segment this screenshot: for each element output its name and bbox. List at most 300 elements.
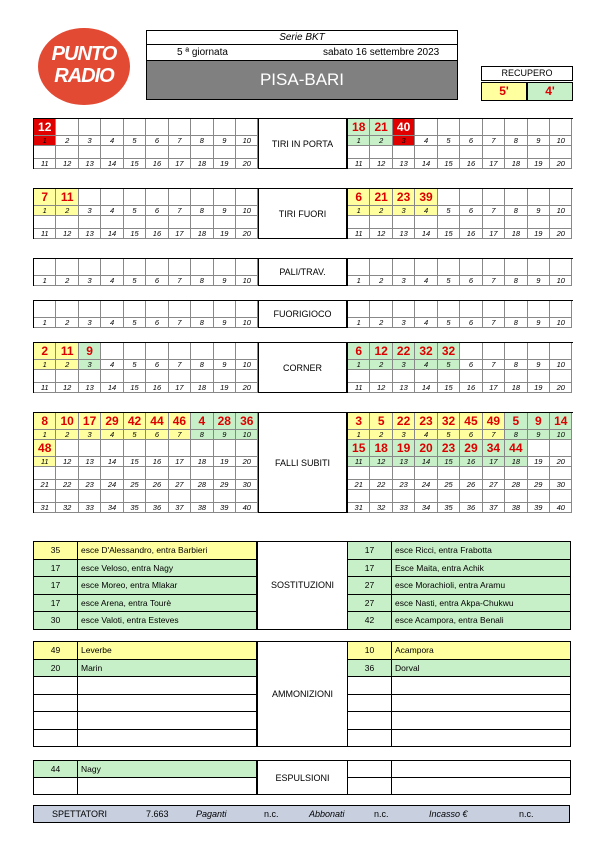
- stat-value-cell: [460, 259, 482, 276]
- minute-number-cell: 31: [348, 503, 370, 513]
- abbonati-label: Abbonati: [309, 809, 345, 819]
- minute-number-cell: 1: [34, 206, 56, 216]
- minute-number-cell: 8: [191, 360, 213, 370]
- ammonizioni-label: AMMONIZIONI: [257, 641, 348, 747]
- stat-value-cell: [169, 440, 191, 457]
- stat-value-cell: 18: [370, 440, 392, 457]
- minute-number-cell: 33: [79, 503, 101, 513]
- minute-number-cell: 10: [236, 206, 258, 216]
- stat-value-cell: [79, 301, 101, 318]
- minute-number-cell: 24: [415, 480, 437, 490]
- minute-number-cell: 21: [348, 480, 370, 490]
- stat-value-cell: 32: [438, 343, 460, 360]
- sostituzioni-row: [33, 576, 257, 595]
- minute-number-cell: 3: [79, 318, 101, 328]
- minute-number-cell: 18: [191, 229, 213, 239]
- paganti-label: Paganti: [196, 809, 227, 819]
- ammonizioni-minute: [34, 712, 78, 729]
- stat-value-cell: [101, 440, 123, 457]
- minute-number-cell: 9: [528, 136, 550, 146]
- stat-value-cell: [101, 259, 123, 276]
- stat-value-cell: [124, 370, 146, 383]
- minute-number-cell: 4: [415, 276, 437, 286]
- minute-number-cell: 16: [146, 229, 168, 239]
- stat-value-cell: 11: [56, 189, 78, 206]
- stat-value-cell: [101, 370, 123, 383]
- sostituzioni-label: SOSTITUZIONI: [257, 541, 348, 630]
- minute-number-cell: 15: [124, 229, 146, 239]
- minute-number-cell: 9: [214, 430, 236, 440]
- minute-number-cell: 16: [460, 383, 482, 393]
- stat-grid-left: [33, 342, 259, 393]
- minute-number-cell: 3: [79, 360, 101, 370]
- sostituzioni-text: esce Arena, entra Tourè: [81, 597, 172, 608]
- ammonizioni-text: Marin: [81, 662, 103, 673]
- stat-value-cell: [528, 490, 550, 503]
- minute-number-cell: 1: [34, 430, 56, 440]
- minute-number-cell: 38: [191, 503, 213, 513]
- stat-value-cell: [146, 189, 168, 206]
- minute-number-cell: 35: [124, 503, 146, 513]
- stat-value-cell: 46: [169, 413, 191, 430]
- minute-number-cell: 37: [169, 503, 191, 513]
- stat-value-cell: [438, 490, 460, 503]
- stat-value-cell: [483, 467, 505, 480]
- stat-value-cell: [370, 259, 392, 276]
- minute-number-cell: 3: [393, 206, 415, 216]
- stat-value-cell: 6: [348, 189, 370, 206]
- stat-value-cell: [528, 189, 550, 206]
- stat-value-cell: [101, 301, 123, 318]
- stat-value-cell: [236, 440, 258, 457]
- minute-number-cell: 14: [101, 159, 123, 169]
- minute-number-cell: 19: [528, 457, 550, 467]
- espulsioni-label: ESPULSIONI: [257, 760, 348, 795]
- sostituzioni-minute: 42: [348, 612, 392, 629]
- minute-number-cell: 2: [370, 136, 392, 146]
- stat-value-cell: [124, 490, 146, 503]
- stat-value-cell: [415, 301, 437, 318]
- minute-number-cell: 16: [146, 457, 168, 467]
- stat-value-cell: [79, 490, 101, 503]
- stat-value-cell: 23: [438, 440, 460, 457]
- stat-value-cell: [34, 490, 56, 503]
- stat-value-cell: [34, 146, 56, 159]
- stat-value-cell: [528, 301, 550, 318]
- sostituzioni-row: [33, 541, 257, 560]
- minute-number-cell: 20: [550, 457, 572, 467]
- minute-number-cell: 1: [348, 430, 370, 440]
- minute-number-cell: 2: [56, 206, 78, 216]
- stat-value-cell: [236, 370, 258, 383]
- stat-value-cell: 11: [56, 343, 78, 360]
- minute-number-cell: 36: [146, 503, 168, 513]
- stat-value-cell: 22: [393, 343, 415, 360]
- recupero-second-half: 4': [527, 82, 573, 101]
- minute-number-cell: 10: [550, 276, 572, 286]
- minute-number-cell: 2: [370, 206, 392, 216]
- stat-value-cell: [56, 467, 78, 480]
- minute-number-cell: 3: [393, 430, 415, 440]
- minute-number-cell: 5: [124, 206, 146, 216]
- minute-number-cell: 29: [214, 480, 236, 490]
- stat-value-cell: [370, 301, 392, 318]
- stat-value-cell: [438, 146, 460, 159]
- stat-value-cell: [505, 467, 527, 480]
- stat-value-cell: 17: [79, 413, 101, 430]
- minute-number-cell: 3: [393, 360, 415, 370]
- sostituzioni-text: esce D'Alessandro, entra Barbieri: [81, 545, 208, 556]
- minute-number-cell: 12: [56, 457, 78, 467]
- recupero-label: RECUPERO: [481, 66, 573, 81]
- minute-number-cell: 7: [483, 136, 505, 146]
- minute-number-cell: 5: [438, 136, 460, 146]
- stat-value-cell: [236, 216, 258, 229]
- stat-value-cell: [483, 189, 505, 206]
- stat-value-cell: [505, 370, 527, 383]
- minute-number-cell: 23: [79, 480, 101, 490]
- ammonizioni-minute: 20: [34, 660, 78, 677]
- minute-number-cell: 9: [528, 318, 550, 328]
- stat-value-cell: [438, 370, 460, 383]
- sostituzioni-text: esce Ricci, entra Frabotta: [395, 545, 492, 556]
- stat-value-cell: [34, 216, 56, 229]
- stat-value-cell: 44: [505, 440, 527, 457]
- minute-number-cell: 8: [191, 136, 213, 146]
- stat-value-cell: [236, 490, 258, 503]
- sostituzioni-text: esce Morachioli, entra Aramu: [395, 580, 506, 591]
- minute-number-cell: 9: [528, 276, 550, 286]
- stat-value-cell: [415, 467, 437, 480]
- stat-value-cell: [169, 467, 191, 480]
- minute-number-cell: 6: [146, 136, 168, 146]
- minute-number-cell: 4: [415, 360, 437, 370]
- minute-number-cell: 7: [169, 318, 191, 328]
- ammonizioni-minute: 36: [348, 660, 392, 677]
- minute-number-cell: 6: [460, 360, 482, 370]
- minute-number-cell: 7: [483, 318, 505, 328]
- stat-value-cell: [56, 146, 78, 159]
- minute-number-cell: 23: [393, 480, 415, 490]
- ammonizioni-minute: [348, 695, 392, 712]
- minute-number-cell: 20: [550, 229, 572, 239]
- stat-value-cell: 29: [460, 440, 482, 457]
- stat-value-cell: 7: [34, 189, 56, 206]
- stat-value-cell: [415, 216, 437, 229]
- minute-number-cell: 15: [438, 159, 460, 169]
- match-title: PISA-BARI: [146, 61, 458, 100]
- minute-number-cell: 16: [460, 229, 482, 239]
- minute-number-cell: 17: [169, 383, 191, 393]
- stat-value-cell: [505, 490, 527, 503]
- minute-number-cell: 5: [124, 136, 146, 146]
- minute-number-cell: 31: [34, 503, 56, 513]
- minute-number-cell: 18: [505, 159, 527, 169]
- minute-number-cell: 1: [34, 360, 56, 370]
- stat-value-cell: 5: [370, 413, 392, 430]
- stat-value-cell: [191, 216, 213, 229]
- sostituzioni-text: esce Veloso, entra Nagy: [81, 562, 174, 573]
- minute-number-cell: 27: [169, 480, 191, 490]
- minute-number-cell: 38: [505, 503, 527, 513]
- minute-number-cell: 19: [214, 457, 236, 467]
- stat-value-cell: [56, 301, 78, 318]
- minute-number-cell: 29: [528, 480, 550, 490]
- ammonizioni-row: [347, 711, 571, 730]
- stat-value-cell: [191, 370, 213, 383]
- stat-value-cell: [214, 490, 236, 503]
- stat-value-cell: 28: [214, 413, 236, 430]
- minute-number-cell: 7: [169, 136, 191, 146]
- minute-number-cell: 8: [505, 206, 527, 216]
- minute-number-cell: 19: [214, 383, 236, 393]
- minute-number-cell: 20: [236, 159, 258, 169]
- minute-number-cell: 28: [191, 480, 213, 490]
- sostituzioni-row: [347, 541, 571, 560]
- minute-number-cell: 4: [101, 430, 123, 440]
- minute-number-cell: 7: [483, 430, 505, 440]
- minute-number-cell: 18: [505, 383, 527, 393]
- stat-value-cell: [124, 119, 146, 136]
- minute-number-cell: 10: [550, 206, 572, 216]
- minute-number-cell: 14: [415, 159, 437, 169]
- minute-number-cell: 12: [370, 159, 392, 169]
- sostituzioni-text: esce Valoti, entra Esteves: [81, 615, 179, 626]
- sostituzioni-minute: 17: [34, 577, 78, 594]
- espulsioni-minute: 44: [34, 761, 78, 777]
- stat-value-cell: [56, 259, 78, 276]
- stat-value-cell: [460, 301, 482, 318]
- minute-number-cell: 16: [146, 383, 168, 393]
- stat-value-cell: [415, 490, 437, 503]
- stat-value-cell: [124, 343, 146, 360]
- minute-number-cell: 19: [528, 159, 550, 169]
- stat-value-cell: 8: [34, 413, 56, 430]
- minute-number-cell: 25: [438, 480, 460, 490]
- stat-value-cell: [214, 146, 236, 159]
- stat-value-cell: [550, 440, 572, 457]
- stat-value-cell: [348, 370, 370, 383]
- minute-number-cell: 5: [438, 206, 460, 216]
- minute-number-cell: 10: [550, 318, 572, 328]
- stat-value-cell: [505, 189, 527, 206]
- stat-value-cell: [236, 259, 258, 276]
- minute-number-cell: 3: [79, 430, 101, 440]
- ammonizioni-minute: [348, 730, 392, 747]
- minute-number-cell: 7: [483, 276, 505, 286]
- stat-value-cell: 42: [124, 413, 146, 430]
- stat-value-cell: 12: [34, 119, 56, 136]
- stat-value-cell: [146, 146, 168, 159]
- stat-value-cell: [438, 189, 460, 206]
- minute-number-cell: 10: [236, 430, 258, 440]
- minute-number-cell: 6: [146, 360, 168, 370]
- stat-value-cell: [34, 259, 56, 276]
- minute-number-cell: 30: [236, 480, 258, 490]
- minute-number-cell: 32: [370, 503, 392, 513]
- minute-number-cell: 13: [393, 229, 415, 239]
- stat-value-cell: [169, 343, 191, 360]
- stat-value-cell: [460, 343, 482, 360]
- sostituzioni-text: esce Acampora, entra Benali: [395, 615, 504, 626]
- minute-number-cell: 4: [415, 136, 437, 146]
- minute-number-cell: 3: [393, 318, 415, 328]
- minute-number-cell: 13: [79, 159, 101, 169]
- stat-value-cell: 32: [438, 413, 460, 430]
- minute-number-cell: 5: [438, 276, 460, 286]
- minute-number-cell: 13: [393, 457, 415, 467]
- minute-number-cell: 3: [79, 276, 101, 286]
- minute-number-cell: 40: [236, 503, 258, 513]
- stat-value-cell: [528, 343, 550, 360]
- stat-value-cell: [348, 467, 370, 480]
- minute-number-cell: 3: [79, 136, 101, 146]
- stat-value-cell: [483, 259, 505, 276]
- stat-value-cell: [146, 301, 168, 318]
- stat-value-cell: [191, 119, 213, 136]
- stat-value-cell: [438, 216, 460, 229]
- stat-value-cell: [191, 467, 213, 480]
- stat-value-cell: [415, 119, 437, 136]
- stat-value-cell: [101, 490, 123, 503]
- minute-number-cell: 4: [101, 136, 123, 146]
- stat-value-cell: 19: [393, 440, 415, 457]
- stat-value-cell: [124, 440, 146, 457]
- minute-number-cell: 11: [34, 229, 56, 239]
- stat-value-cell: [56, 440, 78, 457]
- stat-value-cell: [438, 119, 460, 136]
- stat-value-cell: [393, 259, 415, 276]
- minute-number-cell: 30: [550, 480, 572, 490]
- minute-number-cell: 17: [483, 159, 505, 169]
- stat-value-cell: 14: [550, 413, 572, 430]
- minute-number-cell: 28: [505, 480, 527, 490]
- stat-value-cell: 22: [393, 413, 415, 430]
- stat-value-cell: [415, 370, 437, 383]
- stat-value-cell: [393, 301, 415, 318]
- minute-number-cell: 11: [348, 159, 370, 169]
- minute-number-cell: 8: [191, 430, 213, 440]
- minute-number-cell: 10: [236, 276, 258, 286]
- minute-number-cell: 6: [460, 136, 482, 146]
- minute-number-cell: 18: [191, 457, 213, 467]
- stat-value-cell: 45: [460, 413, 482, 430]
- paganti-value: n.c.: [264, 809, 279, 819]
- ammonizioni-minute: [34, 677, 78, 694]
- stat-value-cell: [505, 259, 527, 276]
- minute-number-cell: 8: [191, 318, 213, 328]
- stat-grid-right: [347, 342, 573, 393]
- stat-grid-left: [33, 118, 259, 169]
- minute-number-cell: 2: [370, 318, 392, 328]
- minute-number-cell: 1: [34, 318, 56, 328]
- stat-value-cell: [191, 259, 213, 276]
- minute-number-cell: 34: [415, 503, 437, 513]
- stat-value-cell: [460, 490, 482, 503]
- minute-number-cell: 26: [460, 480, 482, 490]
- sostituzioni-row: [33, 594, 257, 613]
- stat-value-cell: [550, 467, 572, 480]
- minute-number-cell: 8: [191, 206, 213, 216]
- sostituzioni-text: esce Nasti, entra Akpa-Chukwu: [395, 597, 514, 608]
- stat-category-label: TIRI FUORI: [258, 188, 347, 239]
- stat-value-cell: [505, 119, 527, 136]
- minute-number-cell: 7: [483, 206, 505, 216]
- stat-value-cell: [214, 189, 236, 206]
- stat-value-cell: 21: [370, 189, 392, 206]
- minute-number-cell: 17: [169, 457, 191, 467]
- stat-value-cell: [550, 119, 572, 136]
- espulsioni-minute: [348, 761, 392, 777]
- stat-value-cell: [79, 467, 101, 480]
- minute-number-cell: 1: [348, 360, 370, 370]
- minute-number-cell: 6: [460, 276, 482, 286]
- stat-value-cell: [101, 216, 123, 229]
- stat-value-cell: 34: [483, 440, 505, 457]
- stat-value-cell: [79, 259, 101, 276]
- minute-number-cell: 20: [550, 383, 572, 393]
- espulsioni-row: [33, 760, 257, 778]
- stat-value-cell: [528, 467, 550, 480]
- stat-value-cell: [79, 119, 101, 136]
- stat-value-cell: [146, 490, 168, 503]
- stat-category-label: FUORIGIOCO: [258, 300, 347, 328]
- minute-number-cell: 14: [101, 457, 123, 467]
- stat-category-label: TIRI IN PORTA: [258, 118, 347, 169]
- stat-value-cell: [460, 467, 482, 480]
- minute-number-cell: 14: [415, 229, 437, 239]
- minute-number-cell: 5: [124, 276, 146, 286]
- minute-number-cell: 18: [191, 383, 213, 393]
- minute-number-cell: 2: [370, 430, 392, 440]
- minute-number-cell: 1: [34, 276, 56, 286]
- minute-number-cell: 8: [505, 136, 527, 146]
- stat-value-cell: 3: [348, 413, 370, 430]
- stat-value-cell: [56, 216, 78, 229]
- minute-number-cell: 4: [101, 360, 123, 370]
- stat-value-cell: [236, 343, 258, 360]
- stat-value-cell: [393, 146, 415, 159]
- minute-number-cell: 9: [214, 318, 236, 328]
- sostituzioni-minute: 17: [34, 595, 78, 612]
- minute-number-cell: 16: [460, 159, 482, 169]
- minute-number-cell: 5: [438, 318, 460, 328]
- stat-value-cell: [505, 301, 527, 318]
- minute-number-cell: 1: [348, 318, 370, 328]
- minute-number-cell: 15: [124, 383, 146, 393]
- stat-value-cell: [169, 490, 191, 503]
- stat-value-cell: [146, 216, 168, 229]
- stat-grid-right: [347, 258, 573, 286]
- minute-number-cell: 18: [505, 229, 527, 239]
- ammonizioni-row: [33, 694, 257, 713]
- minute-number-cell: 2: [56, 430, 78, 440]
- minute-number-cell: 10: [236, 360, 258, 370]
- stat-value-cell: [169, 119, 191, 136]
- minute-number-cell: 15: [438, 229, 460, 239]
- stat-value-cell: [550, 216, 572, 229]
- stat-value-cell: [505, 146, 527, 159]
- minute-number-cell: 6: [146, 318, 168, 328]
- stat-value-cell: [528, 259, 550, 276]
- ammonizioni-row: [33, 659, 257, 678]
- stat-value-cell: [438, 467, 460, 480]
- minute-number-cell: 9: [528, 360, 550, 370]
- minute-number-cell: 10: [550, 360, 572, 370]
- minute-number-cell: 6: [460, 430, 482, 440]
- minute-number-cell: 39: [214, 503, 236, 513]
- minute-number-cell: 1: [348, 276, 370, 286]
